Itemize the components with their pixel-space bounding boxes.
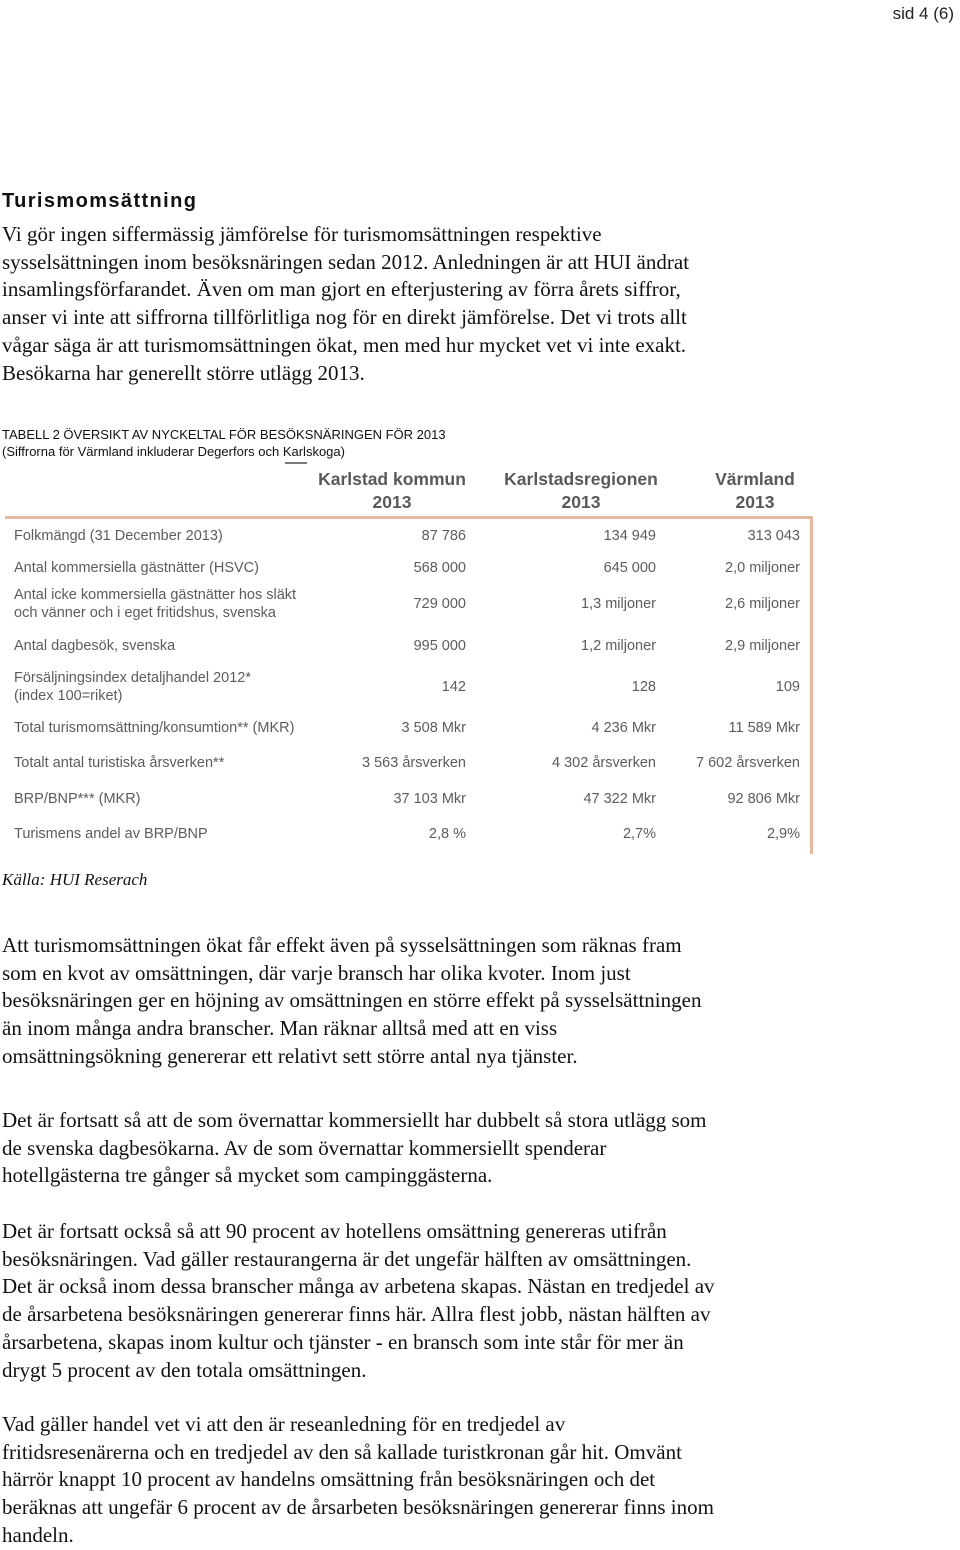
table-caption: TABELL 2 ÖVERSIKT AV NYCKELTAL FÖR BESÖKSNÄRINGEN FÖR 2013 [2,427,446,442]
cell-varmland: 92 806 Mkr [727,791,800,807]
text-line: Vad gäller handel vet vi att den är reseanledning för en tredjedel av [2,1412,566,1436]
source-note: Källa: HUI Reserach [2,870,148,889]
cell-varmland: 11 589 Mkr [728,720,800,736]
cell-karlstadsregionen: 645 000 [603,560,656,576]
cell-karlstad-kommun: 568 000 [413,560,466,576]
text-line: än inom många andra branscher. Man räknar alltså med att en viss [2,1016,558,1041]
key-figures-table [5,462,813,854]
text-line: fritidsresenärerna och en tredjedel av den så kallade turistkronan går hit. Omvänt [2,1439,682,1464]
page-number: sid 4 (6) [892,4,954,23]
cell-karlstadsregionen: 2,7% [622,826,656,842]
table-row [5,548,813,588]
column-year: 2013 [372,492,412,512]
row-label-line: Försäljningsindex detaljhandel 2012* [14,670,251,686]
row-label-line: (index 100=riket) [14,688,123,704]
cell-karlstad-kommun: 87 786 [421,528,466,544]
table-row [5,708,813,748]
column-year: 2013 [561,492,601,512]
text-line: besöksnäringen ger en höjning av omsättningen en större effekt på sysselsättningen [2,988,702,1013]
text-line: Det är fortsatt också så att 90 procent av hotellens omsättning genereras utifrån [2,1219,667,1243]
intro-paragraph [2,221,689,387]
text-line: de årsarbetena besöksnäringen genererar finns här. Allra flest jobb, nästan hälften av [2,1302,711,1327]
cell-varmland: 109 [775,679,800,695]
text-line: handeln. [2,1522,74,1547]
cell-karlstadsregionen: 134 949 [603,528,656,544]
text-line: sysselsättningen inom besöksnäringen sedan 2012. Anledningen är att HUI ändrat [2,249,690,274]
row-label-line: Total turismomsättning/konsumtion** (MKR) [14,720,295,736]
cell-karlstad-kommun: 729 000 [413,596,466,612]
text-line: Vi gör ingen siffermässig jämförelse för turismomsättningen respektive [2,222,602,246]
body-paragraph [2,1411,714,1550]
row-label [14,559,259,577]
text-line: drygt 5 procent av den totala omsättningen. [2,1357,367,1382]
table-subcaption: (Siffrorna för Värmland inkluderar Degerfors och Karlskoga) [2,444,345,459]
cell-karlstadsregionen: 1,2 miljoner [581,638,656,654]
table-corner-mark [285,462,307,464]
cell-karlstad-kommun: 37 103 Mkr [393,791,466,807]
cell-karlstad-kommun: 3 508 Mkr [401,720,466,736]
row-label [14,790,141,808]
table-row [5,584,813,624]
table-row [5,667,813,707]
text-line: Att turismomsättningen ökat får effekt även på sysselsättningen som räknas fram [2,933,682,957]
text-line: insamlingsförfarandet. Även om man gjort en efterjustering av förra årets siffror, [2,277,681,302]
text-line: omsättningsökning genererar ett relativt sett större antal nya tjänster. [2,1043,578,1068]
column-name: Karlstadsregionen [504,469,658,489]
row-label [14,637,175,655]
body-paragraph [2,1107,706,1190]
column-name: Karlstad kommun [318,469,466,489]
row-label [14,527,223,545]
row-label-line: Totalt antal turistiska årsverken** [14,755,225,771]
table-row [5,626,813,666]
row-label [14,669,251,705]
cell-karlstad-kommun: 142 [441,679,466,695]
cell-varmland: 2,9% [766,826,800,842]
text-line: hotellgästerna tre gånger så mycket som campinggästerna. [2,1163,493,1188]
cell-karlstadsregionen: 128 [631,679,656,695]
row-label [14,754,224,772]
cell-karlstad-kommun: 3 563 årsverken [362,755,466,771]
row-label-line: och vänner och i eget fritidshus, svenska [14,605,276,621]
text-line: Det är också inom dessa branscher många av arbetena skapas. Nästan en tredjedel av [2,1274,715,1299]
column-header-varmland [660,468,850,514]
row-label [14,719,294,737]
text-line: beräknas att ungefär 6 procent av de årsarbeten besöksnäringen genererar finns inom [2,1495,714,1520]
text-line: Besökarna har generellt större utlägg 2013. [2,360,365,385]
cell-varmland: 313 043 [747,528,800,544]
row-label [14,586,296,622]
column-year: 2013 [735,492,775,512]
cell-karlstadsregionen: 4 236 Mkr [591,720,656,736]
section-heading: Turismomsättning [2,190,198,212]
cell-varmland: 7 602 årsverken [696,755,800,771]
text-line: Det är fortsatt så att de som övernattar kommersiellt har dubbelt så stora utlägg som [2,1108,707,1132]
row-label-line: BRP/BNP*** (MKR) [14,791,141,807]
text-line: härrör knappt 10 procent av handelns omsättning från besöksnäringen och det [2,1467,656,1492]
cell-varmland: 2,9 miljoner [725,638,800,654]
text-line: som en kvot av omsättningen, där varje bransch har olika kvoter. Inom just [2,960,631,985]
cell-karlstadsregionen: 1,3 miljoner [581,596,656,612]
row-label-line: Antal kommersiella gästnätter (HSVC) [14,560,259,576]
body-paragraph [2,1218,715,1384]
row-label-line: Turismens andel av BRP/BNP [14,826,208,842]
text-line: vågar säga är att turismomsättningen ökat, men med hur mycket vet vi inte exakt. [2,332,687,357]
body-paragraph [2,932,701,1071]
table-row [5,814,813,854]
text-line: de svenska dagbesökarna. Av de som övernattar kommersiellt spenderar [2,1135,607,1160]
column-header-karlstadsregionen [486,468,676,514]
text-line: anser vi inte att siffrorna tillförlitliga nog för en direkt jämförelse. Det vi trots allt [2,305,687,330]
row-label-line: Antal dagbesök, svenska [14,638,176,654]
row-label-line: Folkmängd (31 December 2013) [14,528,223,544]
table-row [5,779,813,819]
text-line: besöksnäringen. Vad gäller restaurangerna är det ungefär hälften av omsättningen. [2,1246,692,1271]
cell-varmland: 2,6 miljoner [725,596,800,612]
cell-karlstad-kommun: 995 000 [413,638,466,654]
column-name: Värmland [715,469,795,489]
text-line: årsarbetena, skapas inom kultur och tjänster - en bransch som inte står för mer än [2,1329,684,1354]
column-header-karlstad-kommun [297,468,487,514]
cell-karlstadsregionen: 4 302 årsverken [552,755,656,771]
row-label-line: Antal icke kommersiella gästnätter hos släkt [14,587,297,603]
row-label [14,825,208,843]
cell-karlstadsregionen: 47 322 Mkr [583,791,656,807]
cell-karlstad-kommun: 2,8 % [428,826,466,842]
table-row [5,743,813,783]
cell-varmland: 2,0 miljoner [725,560,800,576]
